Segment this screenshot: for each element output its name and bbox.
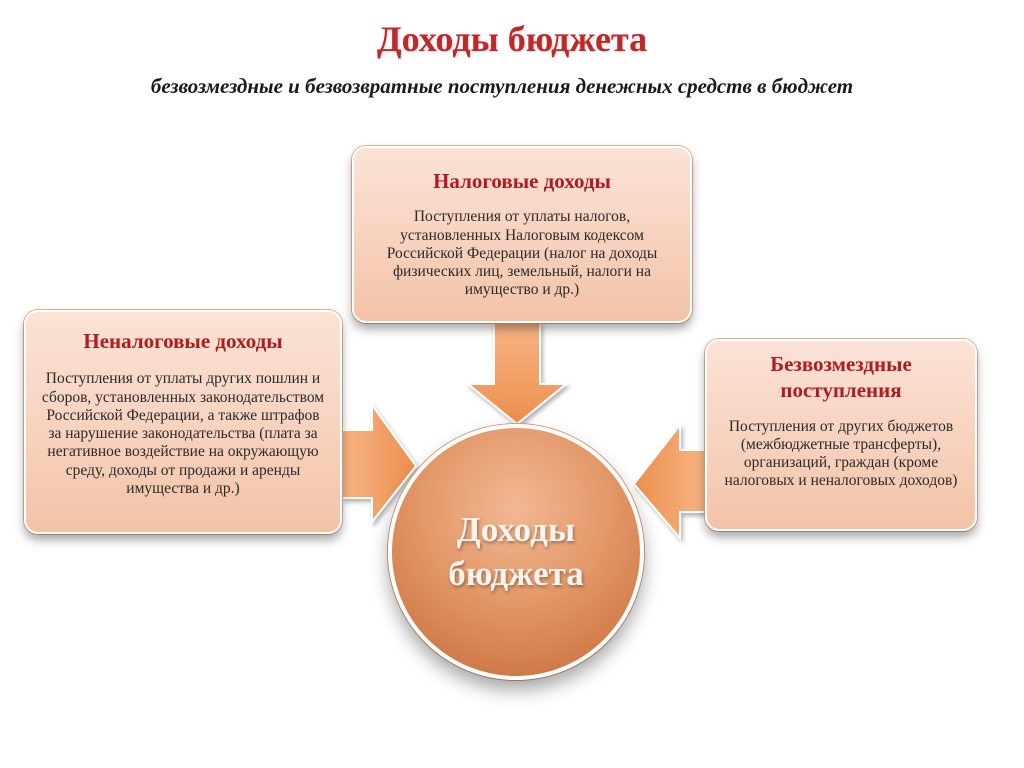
non-tax-revenue-title: Неналоговые доходы — [83, 329, 283, 353]
arrow-left-shape — [634, 425, 705, 538]
tax-revenue-title: Налоговые доходы — [433, 169, 611, 193]
gratuitous-receipts-title: Безвозмездные поступления — [770, 352, 912, 403]
tax-revenue-card — [352, 146, 692, 323]
page-title: Доходы бюджета — [376, 19, 648, 59]
tax-revenue-text: Поступления от уплаты налогов, установленных Налоговым кодексом Российской Федерации (налог на доходы физических лиц, земельный, налоги на имущество и др.) — [386, 208, 658, 299]
budget-revenue-label: Доходы бюджета — [448, 510, 584, 593]
gratuitous-receipts-text: Поступления от других бюджетов (межбюджетные трансферты), организаций, граждан (кроме налоговых и неналоговых доходов) — [724, 417, 958, 490]
non-tax-revenue-card — [24, 310, 342, 534]
non-tax-revenue-text: Поступления от уплаты других пошлин и сборов, установленных законодательством Российской Федерации, а также штрафов за нарушение законодательства (плата за негативное воздействие на окружающую среду, доходы от продажи и аренды имущества и др.) — [41, 370, 325, 497]
page-subtitle: безвозмездные и безвозвратные поступления денежных средств в бюджет — [150, 74, 854, 98]
arrow-down-shape — [468, 323, 566, 424]
budget-revenue-circle — [388, 424, 644, 680]
gratuitous-receipts-card — [705, 339, 977, 531]
